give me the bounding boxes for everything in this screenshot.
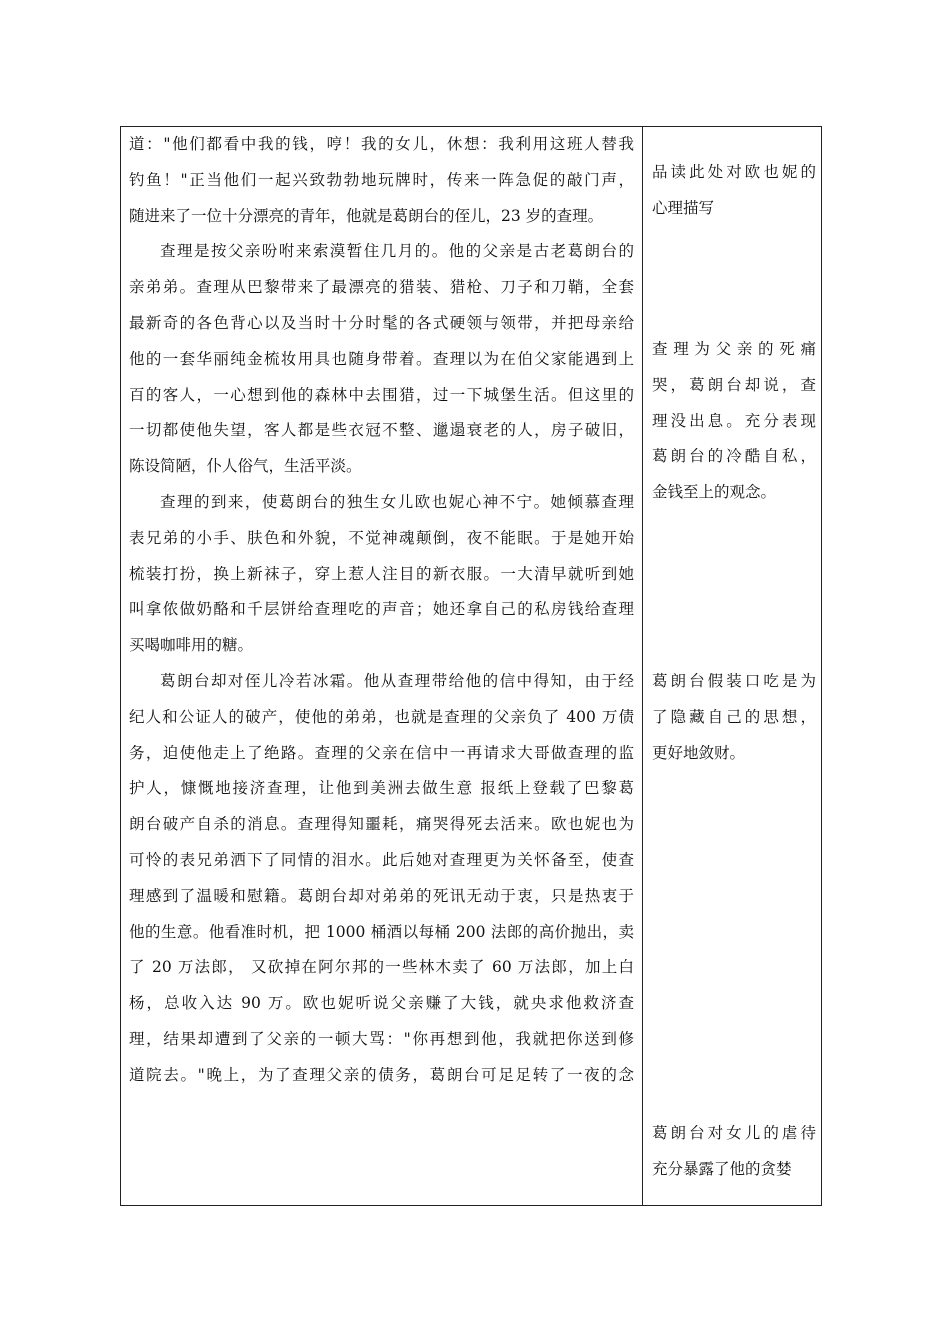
annotation-note [652,155,816,227]
note-line: 哭，葛朗台却说，查 [652,375,816,394]
text-line: 杨，总收入达 90 万。欧也妮听说父亲赚了大钱，就央求他救济查 [129,994,634,1013]
text-line: 可怜的表兄弟洒下了同情的泪水。此后她对查理更为关怀备至，使查 [129,850,634,869]
text-line: 理感到了温暖和慰籍。葛朗台却对弟弟的死讯无动于衷，只是热衷于 [129,886,634,905]
text-line: 随进来了一位十分漂亮的青年，他就是葛朗台的侄儿，23 岁的查理。 [129,206,604,225]
note-line: 品读此处对欧也妮的 [652,163,816,181]
annotation-note [652,1116,816,1188]
text-line: 葛朗台却对侄儿冷若冰霜。他从查理带给他的信中得知，由于经 [160,671,634,690]
text-line: 陈设简陋，仆人俗气，生活平淡。 [129,457,362,476]
text-line: 了 20 万法郎， 又砍掉在阿尔邦的一些林木卖了 60 万法郎，加上白 [129,958,634,977]
text-line: 护人，慷慨地接济查理，让他到美洲去做生意 报纸上登载了巴黎葛 [129,779,634,798]
text-line: 纪人和公证人的破产，使他的弟弟，也就是查理的父亲负了 400 万债 [129,707,634,726]
text-line: 务，迫使他走上了绝路。查理的父亲在信中一再请求大哥做查理的监 [129,743,634,762]
note-line: 理没出息。充分表现 [652,411,816,430]
text-line: 他的生意。他看准时机，把 1000 桶酒以每桶 200 法郎的高价抛出，卖 [129,922,634,941]
annotation-note [652,332,816,511]
text-line: 查理的到来，使葛朗台的独生女儿欧也妮心神不宁。她倾慕查理 [160,492,634,511]
note-line: 葛朗台假装口吃是为 [652,672,816,690]
text-line: 一切都使他失望，客人都是些衣冠不整、邋遢衰老的人，房子破旧， [129,421,634,440]
text-line: 钓鱼！"正当他们一起兴致勃勃地玩牌时，传来一阵急促的敲门声， [129,170,634,189]
text-line: 亲弟弟。查理从巴黎带来了最漂亮的猎装、猎枪、刀子和刀鞘，全套 [129,278,634,297]
note-line: 葛朗台的冷酷自私， [652,447,816,466]
note-line: 心理描写 [652,198,715,217]
text-line: 最新奇的各色背心以及当时十分时髦的各式硬领与领带，并把母亲给 [129,313,634,332]
text-line: 买喝咖啡用的糖。 [129,636,254,655]
text-line: 表兄弟的小手、肤色和外貌，不觉神魂颠倒，夜不能眠。于是她开始 [129,528,634,547]
text-line: 朗台破产自杀的消息。查理得知噩耗，痛哭得死去活来。欧也妮也为 [129,815,634,834]
text-line: 叫拿侬做奶酪和千层饼给查理吃的声音；她还拿自己的私房钱给查理 [129,600,634,619]
note-line: 金钱至上的观念。 [652,483,777,502]
note-line: 葛朗台对女儿的虐待 [652,1124,816,1142]
text-line: 查理是按父亲吩咐来索漠暂住几月的。他的父亲是古老葛朗台的 [160,242,634,261]
annotation-table [120,126,822,1206]
column-divider [642,127,643,1205]
text-line: 道："他们都看中我的钱，哼！我的女儿，休想：我利用这班人替我 [129,135,634,153]
text-line: 理，结果却遭到了父亲的一顿大骂："你再想到他，我就把你送到修 [129,1029,634,1048]
text-line: 道院去。"晚上，为了查理父亲的债务，葛朗台可足足转了一夜的念 [129,1065,634,1084]
text-line: 梳装打扮，换上新袜子，穿上惹人注目的新衣服。一大清早就听到她 [129,564,634,583]
note-line: 更好地敛财。 [652,743,746,762]
text-line: 百的客人，一心想到他的森林中去围猎，过一下城堡生活。但这里的 [129,385,634,404]
note-line: 充分暴露了他的贪婪 [652,1159,792,1178]
note-line: 查理为父亲的死痛 [652,340,816,358]
annotation-note [652,664,816,771]
text-line: 他的一套华丽纯金梳妆用具也随身带着。查理以为在伯父家能遇到上 [129,349,634,368]
main-text-column [121,127,642,1094]
note-line: 了隐藏自己的思想， [652,707,816,726]
